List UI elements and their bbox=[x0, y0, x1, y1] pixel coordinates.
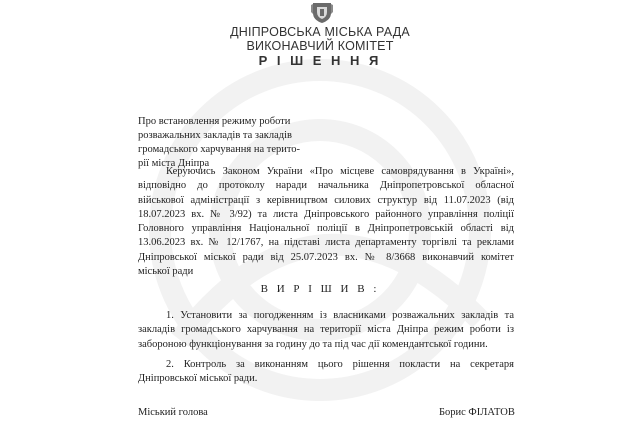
decision-subject bbox=[138, 115, 378, 171]
item-line: Дніпровської міської ради. bbox=[138, 373, 258, 385]
council-title: ДНІПРОВСЬКА МІСЬКА РАДА bbox=[230, 25, 410, 39]
item-line: закладів громадського харчування на території міста Дніпра режим роботи із bbox=[138, 324, 514, 336]
document-type-title: Р І Ш Е Н Н Я bbox=[258, 53, 382, 68]
decision-item-2 bbox=[138, 358, 514, 387]
preamble-line: Головного управління Національної поліції в Дніпропетровській області від bbox=[138, 223, 514, 235]
item-line: 1. Установити за погодженням із власниками розважальних закладів та bbox=[166, 310, 514, 321]
city-coat-of-arms-icon bbox=[309, 0, 335, 24]
committee-title: ВИКОНАВЧИЙ КОМІТЕТ bbox=[246, 39, 394, 53]
preamble-line: відповідно до протоколу наради начальника Дніпропетровської обласної bbox=[138, 180, 514, 192]
subject-line: громадського харчування на терито- bbox=[138, 144, 301, 155]
preamble-line: 18.07.2023 вх. № 3/92) та листа Дніпровського районного управління поліції bbox=[138, 208, 514, 220]
decided-heading: В И Р І Ш И В : bbox=[260, 283, 380, 295]
preamble-line: Дніпровської міської ради від 25.07.2023 вх. № 8/3668 виконавчий комітет bbox=[138, 251, 514, 263]
preamble-line: військової адміністрації з керівництвом силових структур від 11.07.2023 (від bbox=[138, 194, 514, 206]
subject-line: Про встановлення режиму роботи bbox=[138, 116, 291, 127]
preamble-line: 13.06.2023 вх. № 12/1767, на підставі листа департаменту торгівлі та реклами bbox=[138, 237, 514, 249]
item-line: 2. Контроль за виконанням цього рішення покласти на секретаря bbox=[166, 359, 514, 370]
preamble-line: міської ради bbox=[138, 266, 194, 278]
signatory-name: Борис ФІЛАТОВ bbox=[439, 407, 515, 418]
preamble-line: Керуючись Законом України «Про місцеве самоврядування в Україні», bbox=[166, 166, 514, 177]
decision-item-1 bbox=[138, 309, 514, 352]
subject-line: рії міста Дніпра bbox=[138, 158, 210, 169]
signatory-position: Міський голова bbox=[138, 407, 208, 418]
subject-line: розважальних закладів та закладів bbox=[138, 130, 292, 141]
preamble-paragraph bbox=[138, 165, 514, 279]
item-line: забороною функціонування за годину до та під час дії комендантської години. bbox=[138, 338, 488, 350]
